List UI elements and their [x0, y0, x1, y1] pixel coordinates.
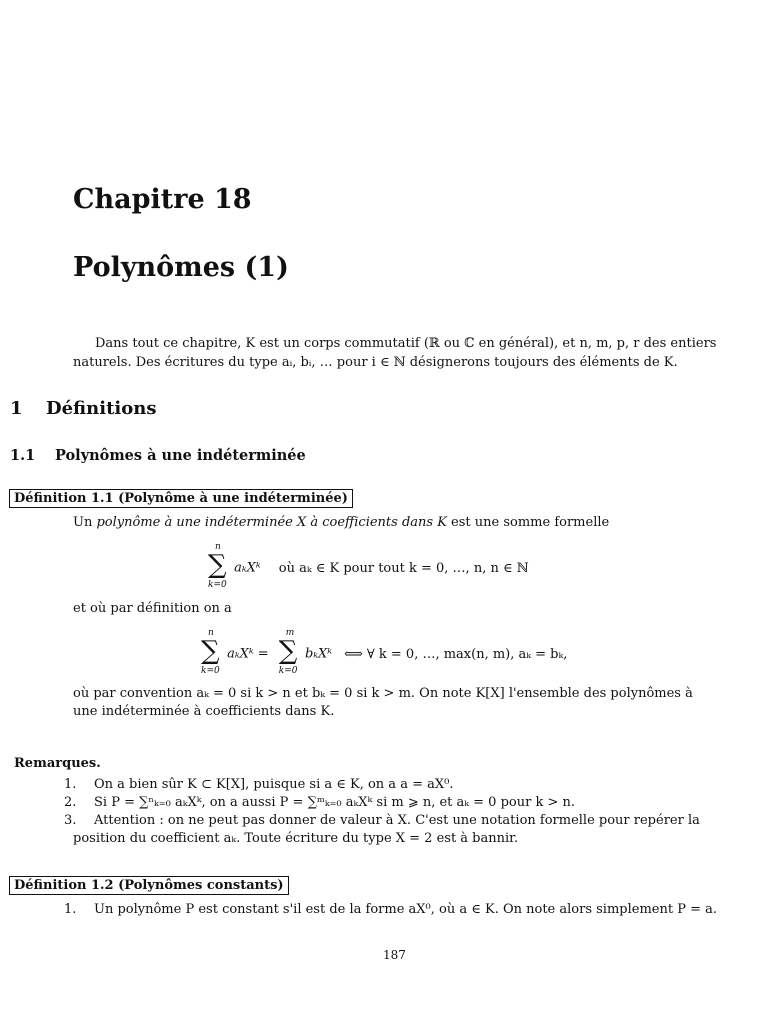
sum-right-lower: k=0 — [278, 666, 298, 676]
section-number: 1 — [10, 398, 23, 419]
formula-condition: où aₖ ∈ K pour tout k = 0, …, n, n ∈ ℕ — [278, 560, 529, 576]
page-number: 187 — [383, 948, 406, 962]
list-item: 1. On a bien sûr K ⊂ K[X], puisque si a ∈ K, on a a = aX⁰. — [64, 777, 454, 792]
subsection-number: 1.1 — [10, 447, 36, 464]
sum-upper-limit: n — [215, 542, 221, 552]
list-item: position du coefficient aₖ. Toute écriture du type X = 2 est à bannir. — [73, 831, 519, 846]
chapter-title: Polynômes (1) — [73, 252, 289, 283]
sum-lower-limit: k=0 — [208, 580, 227, 590]
sum-left-lower: k=0 — [201, 666, 220, 676]
intro-line-2: naturels. Des écritures du type aᵢ, bᵢ, … pour i ∈ ℕ désignerons toujours des éléments de K. — [73, 355, 678, 370]
subsection-heading — [10, 447, 306, 464]
formula-equality — [199, 628, 568, 676]
section-heading — [10, 398, 156, 419]
def1-text-a: Un — [73, 515, 97, 530]
equivalence-condition: ⟺ ∀ k = 0, …, max(n, m), aₖ = bₖ, — [344, 646, 568, 662]
section-title: Définitions — [46, 398, 157, 419]
sum-right-upper: m — [285, 628, 295, 638]
formula-sum-definition — [206, 542, 529, 590]
definition-1-2-list — [64, 902, 754, 920]
intro-line-1: Dans tout ce chapitre, K est un corps commutatif (ℝ ou ℂ en général), et n, m, p, r des entiers — [95, 336, 717, 351]
definition-1-1-line-2: et où par définition on a — [73, 601, 232, 616]
remarks-title: Remarques. — [14, 756, 101, 771]
sum-term: aₖXᵏ — [234, 560, 261, 576]
sum-symbol-left: n ∑ k=0 — [201, 628, 220, 676]
def1-emphasis: polynôme à une indéterminée X à coefficients dans K — [96, 515, 447, 530]
sum-left-upper: n — [208, 628, 214, 638]
sum-left-term: aₖXᵏ = — [227, 646, 269, 662]
subsection-title: Polynômes à une indéterminée — [55, 447, 306, 464]
list-item: 1. Un polynôme P est constant s'il est de la forme aX⁰, où a ∈ K. On note alors simplement P = a. — [64, 902, 717, 917]
sum-symbol-right: m ∑ k=0 — [278, 628, 298, 676]
definition-1-2-label: Définition 1.2 (Polynômes constants) — [9, 876, 289, 895]
definition-1-1-line-1 — [73, 515, 609, 530]
definition-1-1-line-3: où par convention aₖ = 0 si k > n et bₖ = 0 si k > m. On note K[X] l'ensemble des polynômes à — [73, 686, 693, 701]
sum-symbol: n ∑ k=0 — [208, 542, 227, 590]
def1-text-b: est une somme formelle — [446, 515, 610, 530]
definition-1-1-label: Définition 1.1 (Polynôme à une indéterminée) — [9, 489, 353, 508]
sum-right-term: bₖXᵏ — [304, 646, 332, 662]
list-item: 2. Si P = ∑ⁿₖ₌₀ aₖXᵏ, on a aussi P = ∑ᵐₖ₌₀ aₖXᵏ si m ⩾ n, et aₖ = 0 pour k > n. — [64, 795, 575, 810]
remarks-list — [64, 777, 744, 849]
chapter-heading: Chapitre 18 — [73, 184, 252, 215]
definition-1-1-line-4: une indéterminée à coefficients dans K. — [73, 704, 335, 719]
list-item: 3. Attention : on ne peut pas donner de valeur à X. C'est une notation formelle pour repérer la — [64, 813, 700, 828]
